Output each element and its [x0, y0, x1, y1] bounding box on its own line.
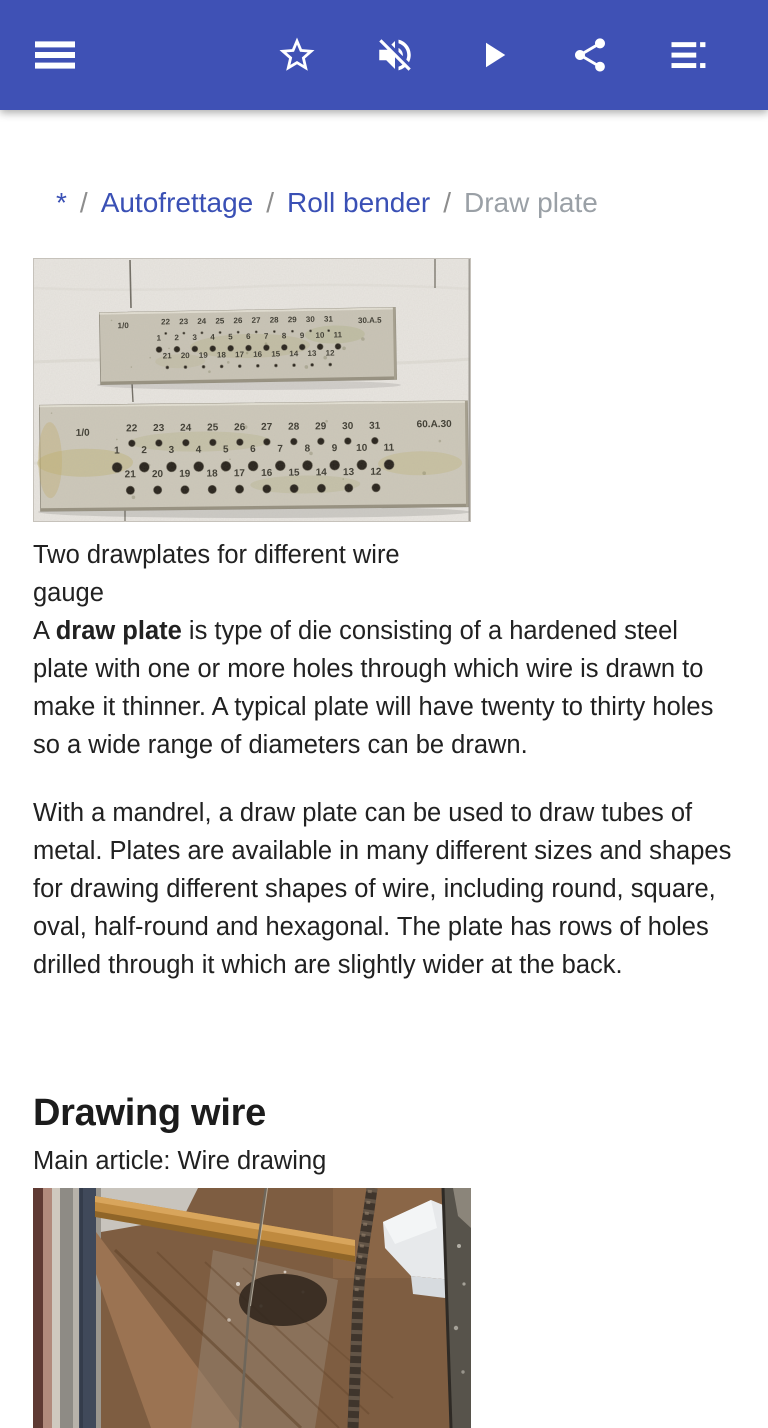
breadcrumb-root-link[interactable]: * [56, 187, 67, 218]
wire-drawing-photo[interactable] [33, 1188, 471, 1428]
menu-button[interactable] [32, 35, 78, 75]
breadcrumb-link-autofrettage[interactable]: Autofrettage [100, 187, 254, 218]
breadcrumb-current-page: Draw plate [464, 187, 598, 218]
breadcrumb-separator: / [266, 187, 275, 218]
menu-icon [32, 35, 78, 75]
para1-prefix: A [33, 617, 56, 645]
contents-button[interactable] [666, 33, 710, 77]
play-icon [472, 34, 514, 76]
favorite-button[interactable] [276, 34, 318, 76]
star-outline-icon [276, 34, 318, 76]
mute-button[interactable] [374, 34, 416, 76]
play-button[interactable] [472, 34, 514, 76]
para1-term: draw plate [55, 617, 182, 645]
app-toolbar [0, 0, 768, 110]
breadcrumb-separator: / [79, 187, 88, 218]
article-paragraph-1 [33, 612, 735, 764]
breadcrumb-link-roll-bender[interactable]: Roll bender [287, 187, 431, 218]
main-article-note: Main article: Wire drawing [33, 1147, 327, 1175]
section-heading: Drawing wire [33, 1092, 266, 1134]
para1-rest: is type of die consisting of a hardened steel plate with one or more holes through which wire is drawn to make it thinner. A typical plate will have twenty to thirty holes so a wide range of diameters can be drawn. [33, 617, 714, 759]
breadcrumb-separator: / [443, 187, 452, 218]
share-icon [570, 35, 610, 75]
article-paragraph-2: With a mandrel, a draw plate can be used to draw tubes of metal. Plates are available in many different sizes and shapes for drawing different shapes of wire, including round, square, oval, half-round and hexagonal. The plate has rows of holes drilled through it which are slightly wider at the back. [33, 799, 732, 979]
toolbar-actions [276, 33, 710, 77]
drawplates-photo[interactable] [33, 258, 471, 522]
list-icon [666, 33, 710, 77]
breadcrumb [56, 186, 768, 220]
volume-off-icon [374, 34, 416, 76]
share-button[interactable] [570, 35, 610, 75]
figure1-caption: Two drawplates for different wire gauge [33, 541, 400, 607]
